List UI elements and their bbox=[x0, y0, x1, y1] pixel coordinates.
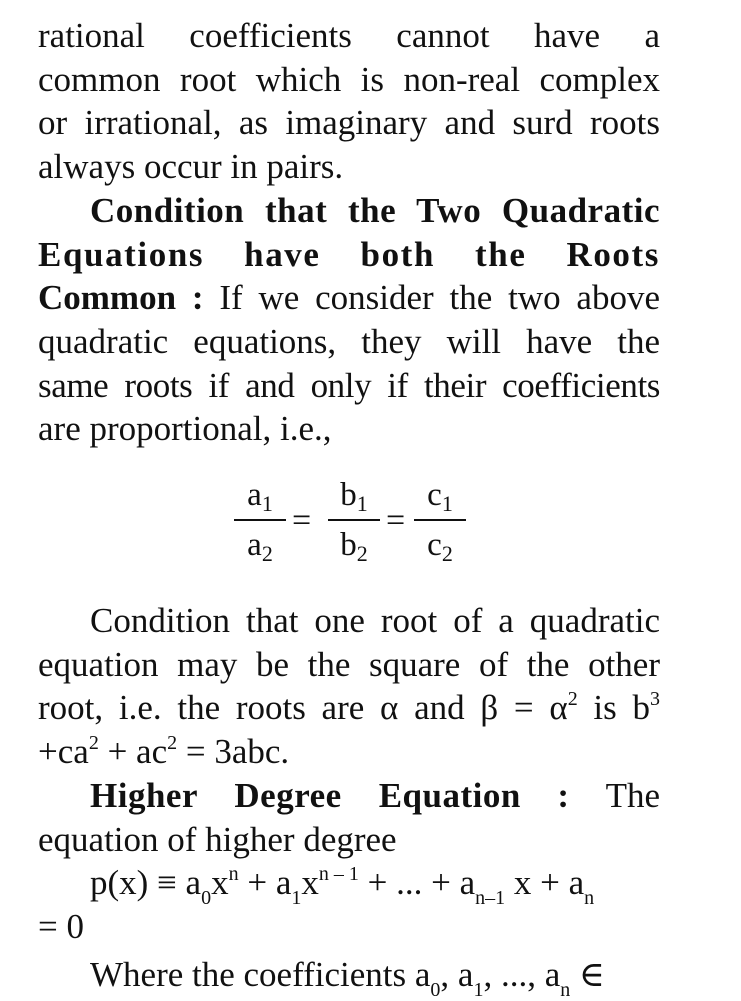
document-page bbox=[38, 14, 660, 1001]
text-line: Higher Degree Equation : The bbox=[90, 775, 660, 815]
text-line: Condition that one root of a quadratic bbox=[90, 601, 660, 641]
polynomial-equation: $p(x) \equiv a_0x^n + a_1x^{n - 1}$ + ... + $a_{n-1}$ $x + a_n$ bbox=[90, 863, 595, 910]
text-line: or irrational, as imaginary and surd roots bbox=[38, 103, 660, 143]
text-line: quadratic equations, they will have the bbox=[38, 321, 660, 361]
text-line: $+ca^2 + ac^2 = 3abc$. bbox=[38, 732, 290, 772]
text-line: equation of higher degree bbox=[38, 819, 397, 859]
equals-sign: = bbox=[292, 502, 312, 540]
fraction-a: $a_1$ $a_2$ bbox=[234, 473, 286, 567]
equals-sign: = bbox=[386, 502, 406, 540]
text-line: equation may be the square of the other bbox=[38, 644, 660, 684]
text-line: common root which is non-real complex bbox=[38, 59, 660, 99]
section-heading: Higher Degree Equation bbox=[90, 775, 521, 815]
text-line: Common : If we consider the two above bbox=[38, 278, 660, 318]
text-line: = 0 bbox=[38, 906, 84, 946]
text-line: are proportional, i.e., bbox=[38, 409, 332, 449]
proportion-equation bbox=[38, 451, 660, 599]
fraction-c: $c_1$ $c_2$ bbox=[414, 473, 466, 567]
section-heading: Condition that the Two Quadratic bbox=[90, 190, 660, 230]
text-line: same roots if and only if their coefficients bbox=[38, 365, 660, 405]
text-line: always occur in pairs. bbox=[38, 147, 344, 187]
section-heading: Common : bbox=[38, 278, 204, 318]
section-heading: Equations have both the Roots bbox=[38, 234, 660, 274]
fraction-b: $b_1$ $b_2$ bbox=[328, 473, 380, 567]
text-line: rational coefficients cannot have a bbox=[38, 16, 660, 55]
text-line: Where the coefficients $a_0$, $a_1$, ..., $a_n$ ∈ bbox=[90, 954, 605, 1001]
text-line: root, i.e. the roots are α and $\beta = \alpha^2$ is $b^3$ bbox=[38, 688, 660, 728]
